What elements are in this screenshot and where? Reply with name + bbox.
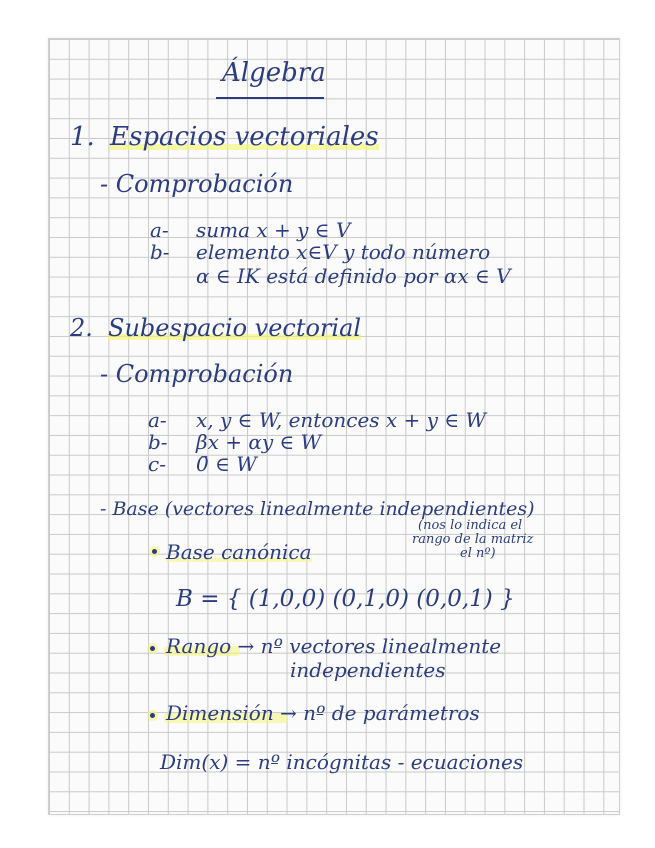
section-2-item-a-label: a-	[148, 408, 167, 432]
section-1-item-b-cont: α ∈ IK está definido por αx ∈ V	[196, 264, 511, 288]
base-heading: - Base (vectores linealmente independientes)	[100, 498, 535, 520]
dimension-line: Dimensión → nº de parámetros	[166, 701, 480, 725]
base-note-line-3: el nº)	[460, 546, 496, 561]
base-canonica-formula: B = { (1,0,0) (0,1,0) (0,0,1) }	[176, 586, 515, 612]
section-1-item-a-label: a-	[150, 218, 169, 242]
section-1-item-b-text: elemento x∈V y todo número	[196, 240, 491, 264]
section-1-item-a-text: suma x + y ∈ V	[196, 218, 351, 242]
base-note-line-2: rango de la matriz	[412, 532, 534, 547]
section-1-item-b-label: b-	[150, 240, 170, 264]
rango-line-1: Rango → nº vectores linealmente	[166, 634, 502, 658]
bullet-icon	[150, 646, 155, 651]
bullet-icon	[152, 549, 157, 554]
title-underline	[216, 97, 324, 99]
section-2-item-b-text: βx + αy ∈ W	[196, 430, 322, 454]
base-note-line-1: (nos lo indica el	[418, 518, 523, 533]
section-2-item-c-label: c-	[148, 452, 166, 476]
section-2-number: 2.	[70, 314, 93, 342]
section-2-item-c-text: 0̄ ∈ W	[196, 452, 257, 476]
section-1-number: 1.	[70, 122, 95, 152]
section-2-subheading: - Comprobación	[100, 360, 294, 388]
page-title: Álgebra	[222, 58, 326, 88]
base-canonica-label: Base canónica	[166, 540, 312, 564]
section-2-item-a-text: x, y ∈ W, entonces x + y ∈ W	[196, 408, 487, 432]
rango-line-2: independientes	[290, 658, 446, 682]
section-1-subheading: - Comprobación	[100, 170, 294, 198]
section-2-item-b-label: b-	[148, 430, 168, 454]
bullet-icon	[150, 713, 155, 718]
dim-formula: Dim(x) = nº incógnitas - ecuaciones	[160, 750, 524, 774]
section-2-heading: Subespacio vectorial	[108, 314, 362, 342]
section-1-heading: Espacios vectoriales	[110, 122, 379, 152]
